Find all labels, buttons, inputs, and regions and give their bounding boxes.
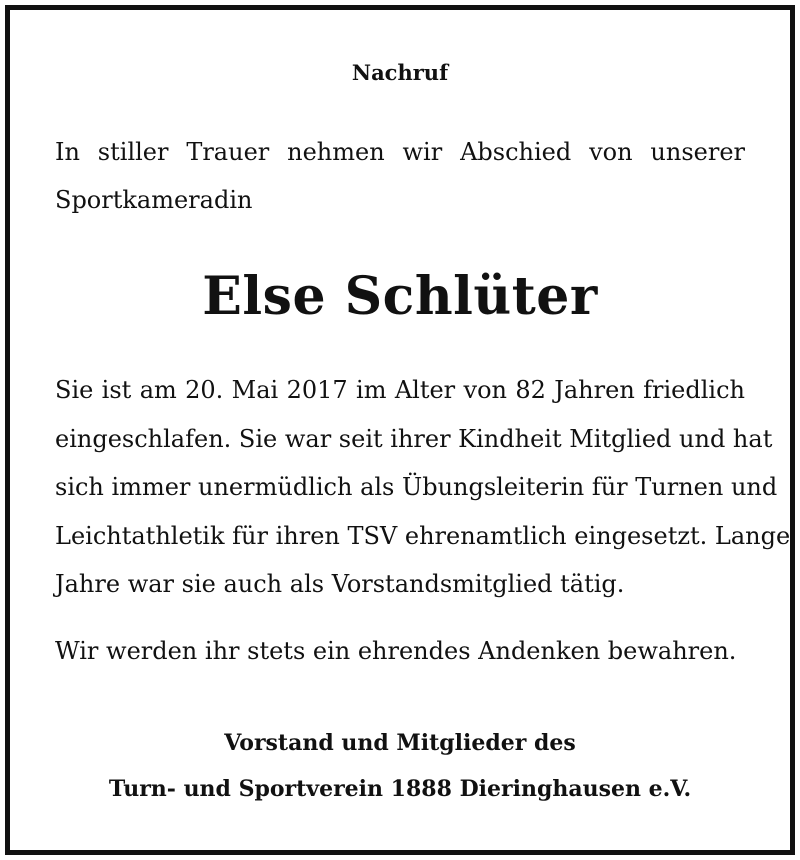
notice-heading: Nachruf [351, 60, 449, 85]
body-paragraph [55, 366, 791, 609]
intro-line: In stiller Trauer nehmen wir Abschied von unserer [55, 138, 745, 166]
signature-line: Vorstand und Mitglieder des [224, 730, 576, 756]
body-line: eingeschlafen. Sie war seit ihrer Kindheit Mitglied und hat [55, 424, 773, 453]
closing-sentence: Wir werden ihr stets ein ehrendes Andenken bewahren. [55, 637, 737, 665]
club-name: Turn- und Sportverein 1888 Dieringhausen e.V. [108, 776, 692, 802]
deceased-name: Else Schlüter [202, 266, 598, 327]
body-line: sich immer unermüdlich als Übungsleiterin für Turnen und [55, 473, 778, 501]
body-line: Sie ist am 20. Mai 2017 im Alter von 82 Jahren friedlich [55, 376, 745, 404]
body-line: Leichtathletik für ihren TSV ehrenamtlich eingesetzt. Lange [55, 521, 791, 550]
intro-line: Sportkameradin [55, 186, 253, 214]
intro-paragraph [55, 128, 745, 224]
body-line: Jahre war sie auch als Vorstandsmitglied tätig. [55, 570, 625, 598]
